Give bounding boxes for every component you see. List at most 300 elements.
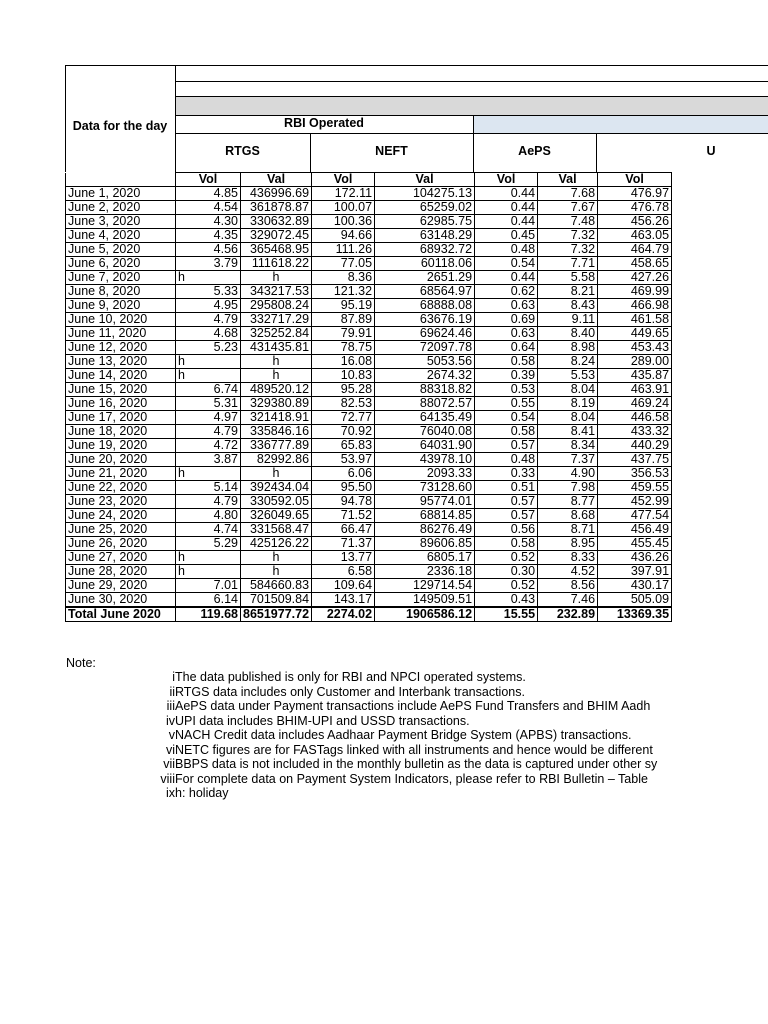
value-cell: 431435.81	[241, 341, 312, 355]
value-cell: 94.78	[312, 495, 375, 509]
value-cell: 458.65	[598, 257, 672, 271]
value-cell: 6.74	[176, 383, 241, 397]
value-cell: 289.00	[598, 355, 672, 369]
date-cell: June 3, 2020	[66, 215, 176, 229]
table-row	[66, 551, 672, 565]
value-cell: 3.79	[176, 257, 241, 271]
value-cell: 0.69	[475, 313, 538, 327]
date-cell: June 15, 2020	[66, 383, 176, 397]
value-cell: 701509.84	[241, 593, 312, 608]
date-cell: June 25, 2020	[66, 523, 176, 537]
value-cell: 0.58	[475, 425, 538, 439]
date-cell: June 21, 2020	[66, 467, 176, 481]
header-blue-band	[473, 115, 768, 133]
value-cell: 0.54	[475, 411, 538, 425]
value-cell: 7.01	[176, 579, 241, 593]
value-cell: 476.78	[598, 201, 672, 215]
value-cell: 476.97	[598, 187, 672, 201]
value-cell: 73128.60	[375, 481, 475, 495]
value-cell: 5.14	[176, 481, 241, 495]
note-number: i	[172, 670, 175, 684]
table-row	[66, 411, 672, 425]
value-cell: 8.36	[312, 271, 375, 285]
value-cell: 2651.29	[375, 271, 475, 285]
value-cell: 0.30	[475, 565, 538, 579]
value-cell: 5.33	[176, 285, 241, 299]
note-number: iv	[165, 713, 175, 728]
value-cell: 111.26	[312, 243, 375, 257]
value-cell: 335846.16	[241, 425, 312, 439]
value-cell: 65.83	[312, 439, 375, 453]
value-cell: 8.95	[538, 537, 598, 551]
value-cell: 3.87	[176, 453, 241, 467]
rbi-operated-header: RBI Operated	[284, 116, 364, 130]
value-cell: 79.91	[312, 327, 375, 341]
value-cell: 8.71	[538, 523, 598, 537]
value-cell: 361878.87	[241, 201, 312, 215]
value-cell: 63148.29	[375, 229, 475, 243]
table-row	[66, 467, 672, 481]
note-text: For complete data on Payment System Indicators, please refer to RBI Bulletin – Table	[175, 771, 648, 786]
note-text: h: holiday	[175, 786, 229, 800]
value-cell: 4.30	[176, 215, 241, 229]
table-row	[66, 243, 672, 257]
value-cell: 0.57	[475, 439, 538, 453]
value-cell: 436996.69	[241, 187, 312, 201]
value-cell: 455.45	[598, 537, 672, 551]
value-cell: 459.55	[598, 481, 672, 495]
value-cell: 68932.72	[375, 243, 475, 257]
table-row	[66, 509, 672, 523]
value-cell: 76040.08	[375, 425, 475, 439]
value-cell: 0.53	[475, 383, 538, 397]
value-cell: 0.64	[475, 341, 538, 355]
value-cell: 332717.29	[241, 313, 312, 327]
value-cell: 0.44	[475, 215, 538, 229]
date-cell: June 20, 2020	[66, 453, 176, 467]
table-row	[66, 425, 672, 439]
value-cell: 7.68	[538, 187, 598, 201]
value-cell: 4.35	[176, 229, 241, 243]
value-cell: 149509.51	[375, 593, 475, 608]
notes-title: Note:	[66, 656, 96, 670]
note-text: BBPS data is not included in the monthly bulletin as the data is captured under other sy	[175, 757, 658, 771]
value-cell: 95.19	[312, 299, 375, 313]
value-cell: 8.19	[538, 397, 598, 411]
value-cell: 111618.22	[241, 257, 312, 271]
value-cell: 365468.95	[241, 243, 312, 257]
date-cell: June 8, 2020	[66, 285, 176, 299]
value-cell: 89606.85	[375, 537, 475, 551]
date-cell: June 11, 2020	[66, 327, 176, 341]
sub-header-blank	[66, 173, 176, 187]
table-row	[66, 397, 672, 411]
system-header-neft: NEFT	[375, 144, 408, 158]
value-cell: 0.58	[475, 355, 538, 369]
table-row	[66, 369, 672, 383]
aeps-vol-header: Vol	[475, 173, 538, 187]
value-cell: 452.99	[598, 495, 672, 509]
note-item	[66, 685, 766, 700]
value-cell: 427.26	[598, 271, 672, 285]
note-number: iii	[166, 699, 175, 713]
value-cell: 8.68	[538, 509, 598, 523]
note-item	[66, 743, 766, 758]
value-cell: 0.48	[475, 453, 538, 467]
value-cell: 63676.19	[375, 313, 475, 327]
value-cell: 0.54	[475, 257, 538, 271]
value-cell: 68814.85	[375, 509, 475, 523]
value-cell: 8.40	[538, 327, 598, 341]
value-cell: 463.05	[598, 229, 672, 243]
value-cell: h	[176, 551, 241, 565]
value-cell: 8.41	[538, 425, 598, 439]
row-label-header: Data for the day	[72, 119, 168, 133]
value-cell: 88318.82	[375, 383, 475, 397]
value-cell: 433.32	[598, 425, 672, 439]
note-number: viii	[160, 771, 175, 786]
value-cell: 453.43	[598, 341, 672, 355]
value-cell: h	[176, 467, 241, 481]
note-number: ix	[165, 786, 175, 800]
value-cell: 4.80	[176, 509, 241, 523]
note-item	[66, 670, 766, 685]
value-cell: 4.85	[176, 187, 241, 201]
note-item	[66, 786, 766, 801]
value-cell: 469.99	[598, 285, 672, 299]
notes-section	[66, 656, 768, 806]
value-cell: 0.55	[475, 397, 538, 411]
value-cell: 329072.45	[241, 229, 312, 243]
value-cell: 95.50	[312, 481, 375, 495]
value-cell: 356.53	[598, 467, 672, 481]
value-cell: 0.39	[475, 369, 538, 383]
value-cell: 4.79	[176, 425, 241, 439]
note-item	[66, 728, 766, 743]
date-cell: June 22, 2020	[66, 481, 176, 495]
value-cell: 16.08	[312, 355, 375, 369]
value-cell: 4.95	[176, 299, 241, 313]
value-cell: 343217.53	[241, 285, 312, 299]
date-cell: June 2, 2020	[66, 201, 176, 215]
value-cell: 4.68	[176, 327, 241, 341]
value-cell: 0.56	[475, 523, 538, 537]
value-cell: 10.83	[312, 369, 375, 383]
rtgs-vol-header: Vol	[176, 173, 241, 187]
value-cell: 336777.89	[241, 439, 312, 453]
value-cell: 2336.18	[375, 565, 475, 579]
value-cell: 6805.17	[375, 551, 475, 565]
table-row	[66, 215, 672, 229]
value-cell: h	[176, 271, 241, 285]
value-cell: 464.79	[598, 243, 672, 257]
value-cell: 13.77	[312, 551, 375, 565]
rtgs-val-header: Val	[241, 173, 312, 187]
value-cell: 466.98	[598, 299, 672, 313]
value-cell: 2093.33	[375, 467, 475, 481]
date-cell: June 1, 2020	[66, 187, 176, 201]
value-cell: 95774.01	[375, 495, 475, 509]
date-cell: June 6, 2020	[66, 257, 176, 271]
value-cell: 121.32	[312, 285, 375, 299]
value-cell: 489520.12	[241, 383, 312, 397]
table-row	[66, 229, 672, 243]
value-cell: 172.11	[312, 187, 375, 201]
value-cell: 5.23	[176, 341, 241, 355]
note-text: NACH Credit data includes Aadhaar Payment Bridge System (APBS) transactions.	[175, 728, 632, 742]
date-cell: June 7, 2020	[66, 271, 176, 285]
value-cell: 435.87	[598, 369, 672, 383]
date-cell: June 17, 2020	[66, 411, 176, 425]
system-header-rtgs: RTGS	[225, 144, 260, 158]
value-cell: 0.57	[475, 509, 538, 523]
value-cell: h	[176, 369, 241, 383]
value-cell: 4.56	[176, 243, 241, 257]
value-cell: 5.29	[176, 537, 241, 551]
value-cell: 4.97	[176, 411, 241, 425]
value-cell: 330632.89	[241, 215, 312, 229]
value-cell: h	[241, 467, 312, 481]
value-cell: 7.98	[538, 481, 598, 495]
value-cell: 469.24	[598, 397, 672, 411]
table-row	[66, 313, 672, 327]
value-cell: 7.48	[538, 215, 598, 229]
note-item	[66, 757, 766, 772]
table-row	[66, 257, 672, 271]
value-cell: 4.52	[538, 565, 598, 579]
note-item	[66, 772, 766, 787]
value-cell: 0.51	[475, 481, 538, 495]
value-cell: 62985.75	[375, 215, 475, 229]
upi-vol-header: Vol	[598, 173, 672, 187]
date-cell: June 10, 2020	[66, 313, 176, 327]
value-cell: 119.68	[176, 607, 241, 622]
value-cell: 64135.49	[375, 411, 475, 425]
value-cell: 0.57	[475, 495, 538, 509]
table-row	[66, 565, 672, 579]
date-cell: June 27, 2020	[66, 551, 176, 565]
value-cell: 6.58	[312, 565, 375, 579]
value-cell: 71.52	[312, 509, 375, 523]
value-cell: 4.79	[176, 495, 241, 509]
date-cell: June 5, 2020	[66, 243, 176, 257]
date-cell: June 16, 2020	[66, 397, 176, 411]
value-cell: h	[241, 369, 312, 383]
value-cell: 0.63	[475, 327, 538, 341]
neft-val-header: Val	[375, 173, 475, 187]
date-cell: June 4, 2020	[66, 229, 176, 243]
value-cell: 440.29	[598, 439, 672, 453]
value-cell: 5.58	[538, 271, 598, 285]
date-cell: June 24, 2020	[66, 509, 176, 523]
value-cell: 71.37	[312, 537, 375, 551]
value-cell: 7.71	[538, 257, 598, 271]
date-cell: June 12, 2020	[66, 341, 176, 355]
value-cell: 68564.97	[375, 285, 475, 299]
value-cell: 0.44	[475, 271, 538, 285]
value-cell: 7.46	[538, 593, 598, 608]
value-cell: 392434.04	[241, 481, 312, 495]
value-cell: 109.64	[312, 579, 375, 593]
value-cell: 95.28	[312, 383, 375, 397]
table-row	[66, 495, 672, 509]
value-cell: 0.63	[475, 299, 538, 313]
table-row	[66, 201, 672, 215]
total-label: Total June 2020	[66, 607, 176, 622]
value-cell: 0.45	[475, 229, 538, 243]
table-body	[66, 187, 672, 622]
value-cell: 5.31	[176, 397, 241, 411]
note-text: RTGS data includes only Customer and Interbank transactions.	[175, 684, 525, 699]
date-cell: June 29, 2020	[66, 579, 176, 593]
value-cell: 7.32	[538, 243, 598, 257]
date-cell: June 18, 2020	[66, 425, 176, 439]
date-cell: June 13, 2020	[66, 355, 176, 369]
note-item	[66, 699, 766, 714]
value-cell: 13369.35	[598, 607, 672, 622]
value-cell: h	[241, 565, 312, 579]
table-row	[66, 593, 672, 608]
value-cell: 94.66	[312, 229, 375, 243]
value-cell: 100.07	[312, 201, 375, 215]
value-cell: 8.34	[538, 439, 598, 453]
value-cell: 77.05	[312, 257, 375, 271]
value-cell: 6.14	[176, 593, 241, 608]
date-cell: June 14, 2020	[66, 369, 176, 383]
value-cell: 6.06	[312, 467, 375, 481]
value-cell: 0.43	[475, 593, 538, 608]
table-row	[66, 187, 672, 201]
value-cell: 8.77	[538, 495, 598, 509]
neft-vol-header: Vol	[312, 173, 375, 187]
value-cell: 331568.47	[241, 523, 312, 537]
value-cell: 4.79	[176, 313, 241, 327]
value-cell: 7.37	[538, 453, 598, 467]
value-cell: 325252.84	[241, 327, 312, 341]
table-row	[66, 537, 672, 551]
table-row	[66, 271, 672, 285]
value-cell: 8.43	[538, 299, 598, 313]
value-cell: 9.11	[538, 313, 598, 327]
value-cell: 2674.32	[375, 369, 475, 383]
value-cell: 461.58	[598, 313, 672, 327]
value-cell: 456.49	[598, 523, 672, 537]
value-cell: 60118.06	[375, 257, 475, 271]
value-cell: 436.26	[598, 551, 672, 565]
table-row	[66, 383, 672, 397]
value-cell: 584660.83	[241, 579, 312, 593]
value-cell: 8.04	[538, 383, 598, 397]
value-cell: 82992.86	[241, 453, 312, 467]
value-cell: 397.91	[598, 565, 672, 579]
note-number: vii	[163, 757, 175, 771]
value-cell: 232.89	[538, 607, 598, 622]
note-number: ii	[169, 684, 175, 699]
note-text: AePS data under Payment transactions include AePS Fund Transfers and BHIM Aadh	[175, 699, 651, 713]
note-text: NETC figures are for FASTags linked with all instruments and hence would be different	[175, 742, 653, 757]
value-cell: 477.54	[598, 509, 672, 523]
value-cell: 70.92	[312, 425, 375, 439]
value-cell: 0.62	[475, 285, 538, 299]
value-cell: 0.52	[475, 579, 538, 593]
value-cell: 65259.02	[375, 201, 475, 215]
value-cell: 330592.05	[241, 495, 312, 509]
table-row	[66, 355, 672, 369]
value-cell: 437.75	[598, 453, 672, 467]
value-cell: 8.56	[538, 579, 598, 593]
value-cell: 100.36	[312, 215, 375, 229]
value-cell: 86276.49	[375, 523, 475, 537]
aeps-val-header: Val	[538, 173, 598, 187]
value-cell: 4.54	[176, 201, 241, 215]
spreadsheet-area	[65, 65, 768, 642]
value-cell: 446.58	[598, 411, 672, 425]
value-cell: 129714.54	[375, 579, 475, 593]
table-row	[66, 453, 672, 467]
value-cell: 449.65	[598, 327, 672, 341]
value-cell: 5.53	[538, 369, 598, 383]
value-cell: 72097.78	[375, 341, 475, 355]
value-cell: 0.44	[475, 187, 538, 201]
value-cell: 66.47	[312, 523, 375, 537]
value-cell: 2274.02	[312, 607, 375, 622]
system-header-aeps: AePS	[518, 144, 551, 158]
table-row	[66, 439, 672, 453]
value-cell: 68888.08	[375, 299, 475, 313]
value-cell: 53.97	[312, 453, 375, 467]
value-cell: 72.77	[312, 411, 375, 425]
value-cell: 64031.90	[375, 439, 475, 453]
payment-data-table	[65, 172, 672, 622]
value-cell: 463.91	[598, 383, 672, 397]
value-cell: 143.17	[312, 593, 375, 608]
date-cell: June 30, 2020	[66, 593, 176, 608]
value-cell: h	[241, 355, 312, 369]
value-cell: 88072.57	[375, 397, 475, 411]
value-cell: h	[241, 551, 312, 565]
sub-header-row	[66, 173, 672, 187]
value-cell: h	[176, 355, 241, 369]
value-cell: 8.04	[538, 411, 598, 425]
value-cell: 0.52	[475, 551, 538, 565]
value-cell: 321418.91	[241, 411, 312, 425]
table-row	[66, 481, 672, 495]
value-cell: 0.58	[475, 537, 538, 551]
date-cell: June 9, 2020	[66, 299, 176, 313]
value-cell: 1906586.12	[375, 607, 475, 622]
value-cell: h	[176, 565, 241, 579]
value-cell: 87.89	[312, 313, 375, 327]
note-number: v	[168, 728, 175, 742]
value-cell: 8.33	[538, 551, 598, 565]
note-text: The data published is only for RBI and NPCI operated systems.	[175, 670, 526, 684]
value-cell: 104275.13	[375, 187, 475, 201]
value-cell: 4.72	[176, 439, 241, 453]
table-row	[66, 579, 672, 593]
note-item	[66, 714, 766, 729]
value-cell: h	[241, 271, 312, 285]
value-cell: 8.21	[538, 285, 598, 299]
date-cell: June 28, 2020	[66, 565, 176, 579]
value-cell: 43978.10	[375, 453, 475, 467]
value-cell: 7.67	[538, 201, 598, 215]
value-cell: 8.24	[538, 355, 598, 369]
date-cell: June 26, 2020	[66, 537, 176, 551]
value-cell: 4.74	[176, 523, 241, 537]
value-cell: 8.98	[538, 341, 598, 355]
value-cell: 82.53	[312, 397, 375, 411]
system-header-upi: U	[706, 144, 716, 158]
